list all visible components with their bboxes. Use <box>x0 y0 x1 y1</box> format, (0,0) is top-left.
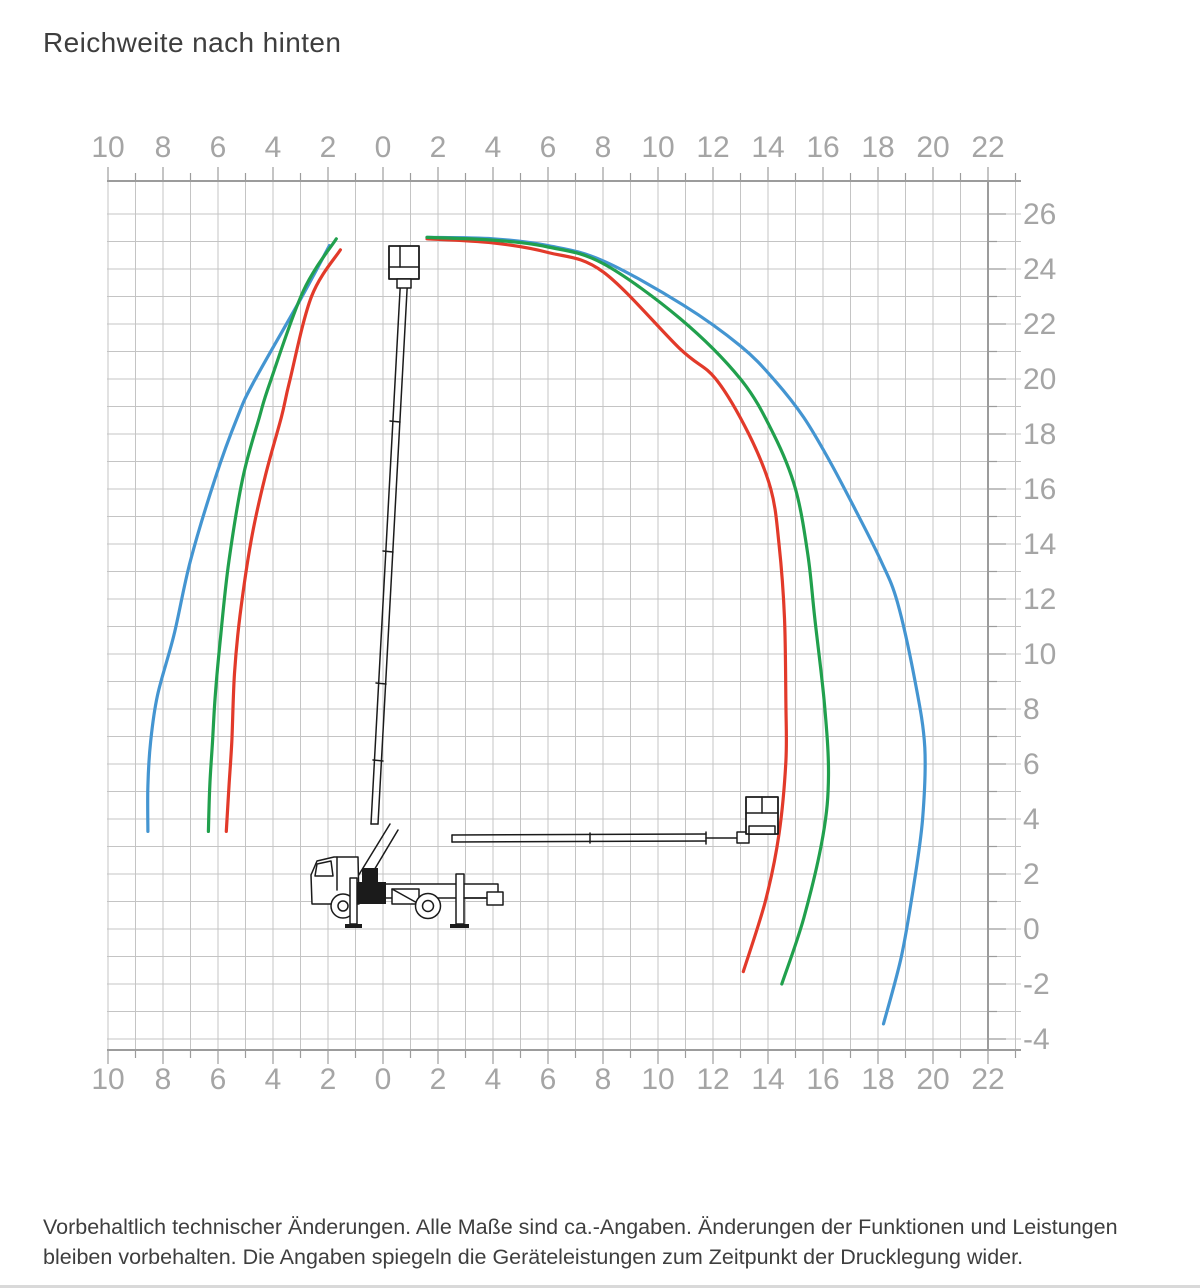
right-axis-label: 0 <box>1023 913 1040 946</box>
top-axis-label: 16 <box>806 131 840 164</box>
bottom-axis-label: 20 <box>916 1063 950 1096</box>
outreach-envelope-green-left <box>208 239 336 832</box>
page-title: Reichweite nach hinten <box>43 27 342 58</box>
truck-illustration <box>311 246 778 928</box>
top-axis-label: 2 <box>319 131 337 164</box>
grid-lines <box>107 181 1021 1050</box>
right-axis-label: 20 <box>1023 363 1057 396</box>
right-axis-label: 10 <box>1023 638 1057 671</box>
telescopic-mast <box>371 254 409 824</box>
outreach-envelope-red-left <box>226 250 340 832</box>
top-axis-label: 4 <box>264 131 282 164</box>
envelope-curves <box>148 237 926 1024</box>
bottom-axis-label: 12 <box>696 1063 730 1096</box>
top-axis-label: 0 <box>374 131 392 164</box>
bottom-axis-label: 6 <box>209 1063 227 1096</box>
disclaimer-line-2: bleiben vorbehalten. Die Angaben spiegeln die Geräteleistungen zum Zeitpunkt der Drucklegung wider. <box>43 1245 1024 1269</box>
top-axis-label: 6 <box>209 131 227 164</box>
disclaimer-text <box>43 1212 1178 1272</box>
top-axis-label: 22 <box>971 131 1005 164</box>
bottom-axis-label: 22 <box>971 1063 1005 1096</box>
right-axis-label: 24 <box>1023 253 1057 286</box>
axis-lines <box>107 181 1021 1050</box>
rear-work-cage <box>746 797 778 834</box>
bottom-axis-label: 10 <box>91 1063 125 1096</box>
top-axis-label: 6 <box>539 131 557 164</box>
bottom-axis-label: 2 <box>429 1063 447 1096</box>
top-axis-label: 2 <box>429 131 447 164</box>
right-axis-label: 12 <box>1023 583 1057 616</box>
axis-labels <box>91 131 1056 1096</box>
bottom-axis-label: 10 <box>641 1063 675 1096</box>
bottom-axis-label: 14 <box>751 1063 785 1096</box>
top-axis-label: 4 <box>484 131 502 164</box>
top-work-cage <box>389 246 419 288</box>
horizontal-boom <box>452 832 749 844</box>
right-axis-label: 14 <box>1023 528 1057 561</box>
top-axis-label: 20 <box>916 131 950 164</box>
right-axis-label: 2 <box>1023 858 1040 891</box>
bottom-axis-label: 4 <box>484 1063 502 1096</box>
bottom-axis-label: 18 <box>861 1063 895 1096</box>
right-axis-label: 4 <box>1023 803 1040 836</box>
top-axis-label: 8 <box>594 131 612 164</box>
bottom-axis-label: 8 <box>154 1063 172 1096</box>
top-axis-label: 10 <box>91 131 125 164</box>
outreach-envelope-red-right <box>427 239 786 972</box>
bottom-axis-label: 8 <box>594 1063 612 1096</box>
right-axis-label: 8 <box>1023 693 1040 726</box>
right-axis-label: 16 <box>1023 473 1057 506</box>
bottom-axis-label: 0 <box>374 1063 392 1096</box>
right-axis-label: 18 <box>1023 418 1057 451</box>
carrier-truck <box>311 857 503 928</box>
top-axis-label: 8 <box>154 131 172 164</box>
top-axis-label: 10 <box>641 131 675 164</box>
right-axis-label: 26 <box>1023 198 1057 231</box>
right-axis-label: 6 <box>1023 748 1040 781</box>
top-axis-label: 18 <box>861 131 895 164</box>
disclaimer-line-1: Vorbehaltlich technischer Änderungen. Alle Maße sind ca.-Angaben. Änderungen der Funktionen und Leistungen <box>43 1215 1118 1239</box>
top-axis-label: 12 <box>696 131 730 164</box>
right-axis-label: 22 <box>1023 308 1057 341</box>
bottom-axis-label: 16 <box>806 1063 840 1096</box>
right-axis-label: -4 <box>1023 1023 1050 1056</box>
top-axis-label: 14 <box>751 131 785 164</box>
bottom-axis-label: 4 <box>264 1063 282 1096</box>
bottom-axis-label: 6 <box>539 1063 557 1096</box>
bottom-axis-label: 2 <box>319 1063 337 1096</box>
right-axis-label: -2 <box>1023 968 1050 1001</box>
